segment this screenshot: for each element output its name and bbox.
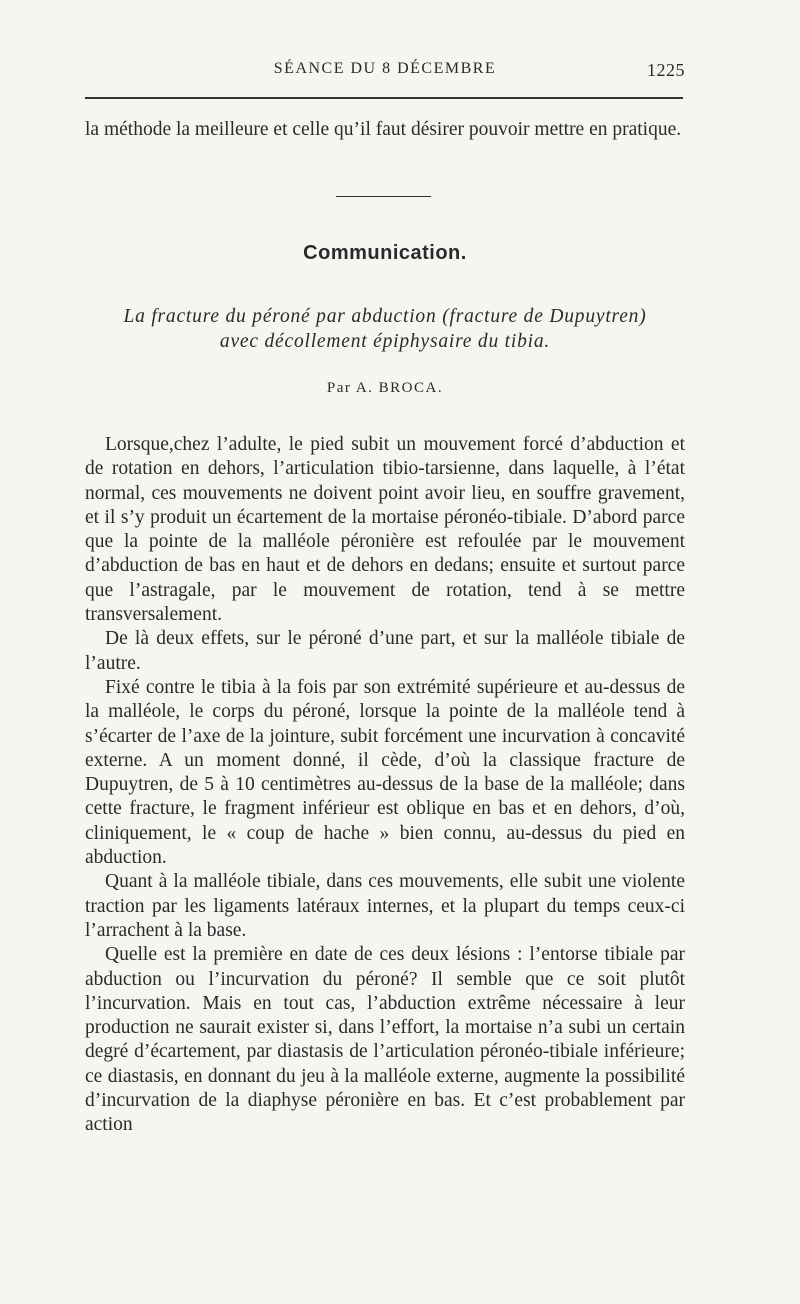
article-title-line-2: avec décollement épiphysaire du tibia. (219, 331, 551, 352)
article-title (85, 304, 685, 354)
running-head (85, 60, 685, 84)
body-paragraph-1: Lorsque,chez l’adulte, le pied subit un mouvement forcé d’abduction et de rotation en dehors, l’articulation tibio-tarsienne, dans laquelle, à l’état normal, ces mouvements ne doivent point avoir lieu, en souffre gravement, et il s’y produit un écartement de la mortaise péronéo-tibiale. D’abord parce que la pointe de la malléole péronière est refoulée par le mouvement d’abduction de bas en haut et de dehors en dedans; ensuite et surtout parce que l’astragale, par le mouvement de rotation, tend à se mettre transversalement. (85, 434, 685, 626)
section-separator (336, 196, 431, 197)
article-title-line-1: La fracture du péroné par abduction (fracture de Dupuytren) (123, 306, 647, 327)
header-rule (85, 97, 683, 99)
intro-text (85, 118, 685, 142)
article-body (85, 433, 685, 1138)
author-byline: Par A. BROCA. (326, 380, 444, 396)
body-paragraph-5: Quelle est la première en date de ces deux lésions : l’entorse tibiale par abduction ou l’incurvation du péroné? Il semble que ce soit plutôt l’incurvation. Mais en tout cas, l’abduction extrême nécessaire à leur production ne saurait exister si, dans l’effort, la mortaise n’a subi un certain degré d’écartement, par diastasis de l’articulation péronéo-tibiale inférieure; ce diastasis, en donnant du jeu à la malléole externe, augmente la possibilité d’incurvation de la diaphyse péronière en bas. Et c’est probablement par action (85, 944, 685, 1136)
page-number: 1225 (647, 60, 685, 80)
running-title: SÉANCE DU 8 DÉCEMBRE (273, 60, 497, 77)
body-paragraph-3: Fixé contre le tibia à la fois par son extrémité supérieure et au-dessus de la malléole, le corps du péroné, lorsque la pointe de la malléole tend à s’écarter de l’axe de la jointure, subit forcément une incurvation à concavité externe. A un moment donné, il cède, d’où la classique fracture de Dupuytren, de 5 à 10 centimètres au-dessus de la base de la malléole; dans cette fracture, le fragment inférieur est oblique en bas et en dehors, d’où, cliniquement, le « coup de hache » bien connu, au-dessus du pied en abduction. (85, 676, 685, 869)
body-paragraph-4: Quant à la malléole tibiale, dans ces mouvements, elle subit une violente traction par les ligaments latéraux internes, et la plupart du temps ceux-ci l’arrachent à la base. (85, 871, 685, 941)
body-paragraph-2: De là deux effets, sur le péroné d’une part, et sur la malléole tibiale de l’autre. (85, 628, 685, 674)
section-heading: Communication. (303, 242, 467, 264)
intro-paragraph: la méthode la meilleure et celle qu’il faut désirer pouvoir mettre en pratique. (85, 119, 682, 140)
